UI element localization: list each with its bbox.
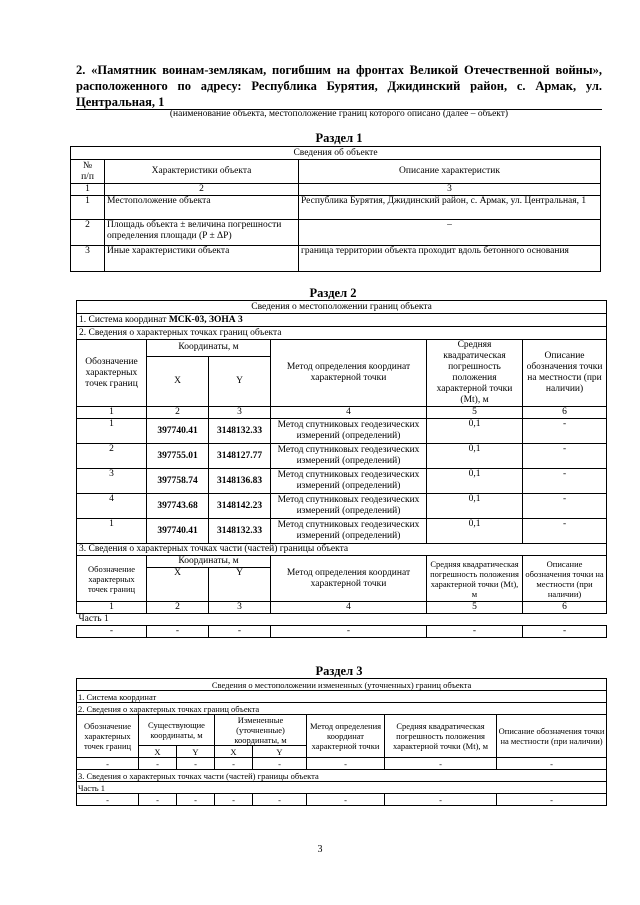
points-caption: 2. Сведения о характерных точках границ объекта: [77, 703, 607, 715]
x-header: X: [215, 746, 253, 758]
y-header: Y: [209, 568, 271, 602]
empty-cell: -: [215, 758, 253, 770]
point-id: 2: [77, 444, 147, 469]
y-header: Y: [177, 746, 215, 758]
parts-caption: 3. Сведения о характерных точках части (частей) границы объекта: [77, 770, 607, 782]
desc-value: -: [523, 419, 607, 444]
section2-caption: Сведения о местоположении границ объекта: [77, 301, 607, 314]
empty-cell: -: [139, 758, 177, 770]
empty-cell: -: [209, 626, 271, 638]
part-label: Часть 1: [78, 614, 109, 624]
coords-header: Координаты, м: [147, 556, 271, 568]
table-row: [77, 758, 607, 770]
table-row: [77, 794, 607, 806]
index-cell: 3: [209, 407, 271, 419]
heading-note: (наименование объекта, местоположение границ которого описано (далее – объект): [169, 109, 509, 119]
method-value: Метод спутниковых геодезических измерений (определений): [271, 469, 427, 494]
section3-caption: Сведения о местоположении измененных (уточненных) границ объекта: [77, 679, 607, 691]
index-cell: 1: [71, 184, 105, 196]
empty-cell: -: [77, 626, 147, 638]
index-cell: 3: [299, 184, 601, 196]
empty-cell: -: [177, 758, 215, 770]
method-value: Метод спутниковых геодезических измерений (определений): [271, 419, 427, 444]
error-header: Средняя квадратическая погрешность положения характерной точки (Mt), м: [427, 340, 523, 407]
method-header: Метод определения координат характерной точки: [271, 340, 427, 407]
index-cell: 1: [77, 407, 147, 419]
desc-header: Описание обозначения точки на местности (при наличии): [523, 340, 607, 407]
row-number: 2: [71, 220, 105, 246]
x-value: 397755.01: [147, 444, 209, 469]
table-row: [77, 444, 607, 469]
point-id: 4: [77, 494, 147, 519]
table-row: [77, 494, 607, 519]
table-row: [71, 196, 601, 220]
x-header: X: [147, 568, 209, 602]
x-header: X: [139, 746, 177, 758]
error-header: Средняя квадратическая погрешность положения характерной точки (Mt), м: [385, 715, 497, 758]
mt-value: 0,1: [427, 519, 523, 544]
empty-cell: -: [271, 626, 427, 638]
row-number: 3: [71, 246, 105, 272]
table-row: [77, 626, 607, 638]
x-value: 397740.41: [147, 519, 209, 544]
point-id: 3: [77, 469, 147, 494]
desc-value: -: [523, 519, 607, 544]
table-row: [71, 220, 601, 246]
point-header: Обозначение характерных точек границ: [77, 715, 139, 758]
empty-cell: -: [139, 794, 177, 806]
empty-cell: -: [177, 794, 215, 806]
table-row: [77, 519, 607, 544]
x-value: 397740.41: [147, 419, 209, 444]
empty-cell: -: [253, 794, 307, 806]
y-header: Y: [253, 746, 307, 758]
section3-table: [76, 678, 607, 806]
object-heading: 2. «Памятник воинам-землякам, погибшим на фронтах Великой Отечественной войны», расположенного по адресу: Республика Бурятия, Джидинский район, с. Армак, ул. Центральная, 1: [76, 63, 602, 109]
row-description: –: [299, 220, 601, 246]
point-id: 1: [77, 419, 147, 444]
section3-title: Раздел 3: [315, 664, 363, 678]
existing-coords-header: Существующие координаты, м: [139, 715, 215, 746]
index-cell: 5: [427, 407, 523, 419]
index-cell: 2: [147, 602, 209, 614]
mt-value: 0,1: [427, 444, 523, 469]
coord-system-label: 1. Система координат: [79, 314, 167, 325]
desc-header: Описание обозначения точки на местности (при наличии): [523, 556, 607, 602]
col-characteristic-header: Характеристики объекта: [105, 160, 299, 184]
index-cell: 2: [147, 407, 209, 419]
index-cell: 4: [271, 602, 427, 614]
empty-cell: -: [385, 794, 497, 806]
empty-cell: -: [215, 794, 253, 806]
table-row: [77, 469, 607, 494]
section1-table: [70, 146, 601, 272]
section1-title: Раздел 1: [315, 131, 363, 145]
points-caption: 2. Сведения о характерных точках границ объекта: [77, 327, 607, 340]
method-value: Метод спутниковых геодезических измерений (определений): [271, 444, 427, 469]
col-number-header: № п/п: [71, 160, 105, 184]
empty-cell: -: [77, 758, 139, 770]
desc-value: -: [523, 469, 607, 494]
row-description: Республика Бурятия, Джидинский район, с. Армак, ул. Центральная, 1: [299, 196, 601, 220]
row-characteristic: Местоположение объекта: [105, 196, 299, 220]
y-value: 3148132.33: [209, 519, 271, 544]
index-cell: 6: [523, 602, 607, 614]
mt-value: 0,1: [427, 419, 523, 444]
page-number: 3: [317, 844, 323, 855]
x-value: 397758.74: [147, 469, 209, 494]
coord-system-row: [77, 314, 607, 327]
empty-cell: -: [385, 758, 497, 770]
index-cell: 3: [209, 602, 271, 614]
index-cell: 6: [523, 407, 607, 419]
coord-system-value: МСК-03, ЗОНА 3: [168, 314, 243, 325]
empty-cell: -: [307, 758, 385, 770]
index-cell: 5: [427, 602, 523, 614]
y-value: 3148127.77: [209, 444, 271, 469]
error-header: Средняя квадратическая погрешность положения характерной точки (Mt), м: [427, 556, 523, 602]
empty-cell: -: [523, 626, 607, 638]
y-value: 3148142.23: [209, 494, 271, 519]
index-cell: 4: [271, 407, 427, 419]
empty-cell: -: [147, 626, 209, 638]
y-header: Y: [209, 356, 271, 406]
col-description-header: Описание характеристик: [299, 160, 601, 184]
point-id: 1: [77, 519, 147, 544]
part-label: Часть 1: [77, 782, 607, 794]
row-characteristic: Площадь объекта ± величина погрешности определения площади (P ± ΔP): [105, 220, 299, 246]
coords-header: Координаты, м: [147, 340, 271, 357]
empty-cell: -: [307, 794, 385, 806]
point-header: Обозначение характерных точек границ: [77, 556, 147, 602]
row-number: 1: [71, 196, 105, 220]
section2-title: Раздел 2: [309, 286, 357, 300]
row-characteristic: Иные характеристики объекта: [105, 246, 299, 272]
index-cell: 1: [77, 602, 147, 614]
table-row: [71, 246, 601, 272]
changed-coords-header: Измененные (уточненные) координаты, м: [215, 715, 307, 746]
row-description: граница территории объекта проходит вдоль бетонного основания: [299, 246, 601, 272]
mt-value: 0,1: [427, 494, 523, 519]
parts-caption: 3. Сведения о характерных точках части (частей) границы объекта: [77, 544, 607, 556]
coord-system-label: 1. Система координат: [77, 691, 607, 703]
method-value: Метод спутниковых геодезических измерений (определений): [271, 494, 427, 519]
desc-value: -: [523, 444, 607, 469]
empty-cell: -: [497, 794, 607, 806]
index-cell: 2: [105, 184, 299, 196]
table-row: [77, 419, 607, 444]
method-header: Метод определения координат характерной точки: [307, 715, 385, 758]
section2-table: [76, 300, 607, 638]
method-value: Метод спутниковых геодезических измерений (определений): [271, 519, 427, 544]
point-header: Обозначение характерных точек границ: [77, 340, 147, 407]
empty-cell: -: [253, 758, 307, 770]
mt-value: 0,1: [427, 469, 523, 494]
y-value: 3148132.33: [209, 419, 271, 444]
method-header: Метод определения координат характерной точки: [271, 556, 427, 602]
empty-cell: -: [427, 626, 523, 638]
y-value: 3148136.83: [209, 469, 271, 494]
x-header: X: [147, 356, 209, 406]
desc-value: -: [523, 494, 607, 519]
empty-cell: -: [77, 794, 139, 806]
section1-caption: Сведения об объекте: [71, 147, 601, 160]
x-value: 397743.68: [147, 494, 209, 519]
desc-header: Описание обозначения точки на местности (при наличии): [497, 715, 607, 758]
empty-cell: -: [497, 758, 607, 770]
